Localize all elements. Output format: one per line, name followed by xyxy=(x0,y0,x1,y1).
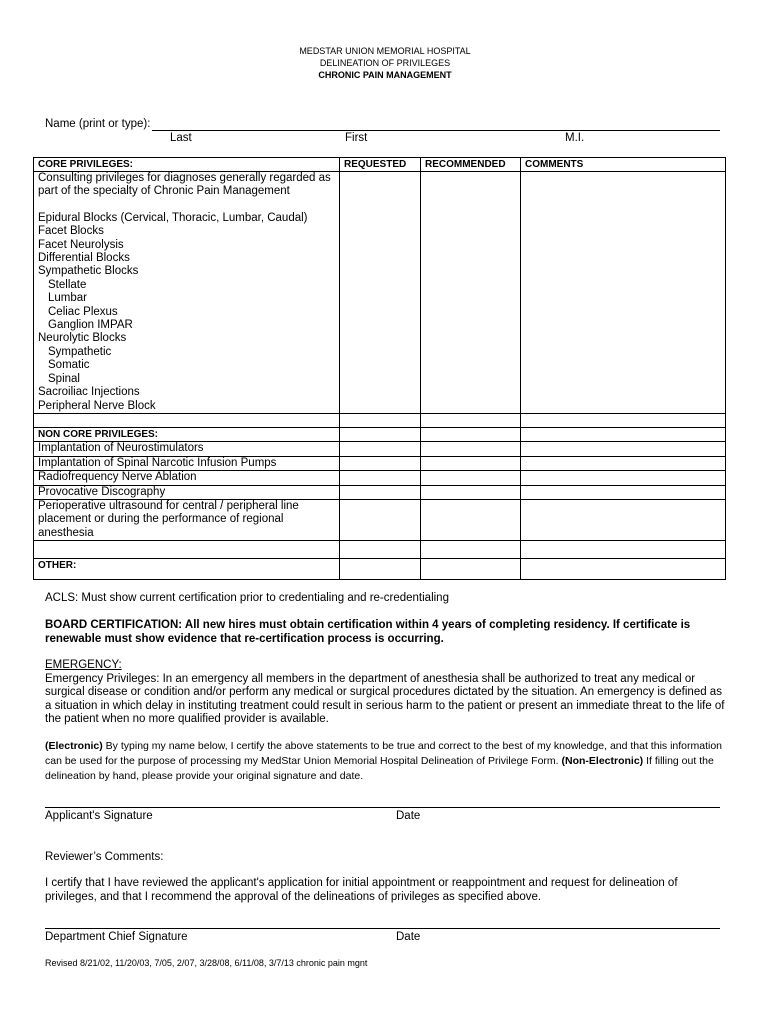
hospital-name: MEDSTAR UNION MEMORIAL HOSPITAL xyxy=(299,46,471,56)
core-item: Neurolytic Blocks xyxy=(38,332,127,345)
table-header-row xyxy=(34,158,726,172)
noncore-item: Implantation of Neurostimulators xyxy=(34,442,340,456)
chief-signature-label: Department Chief Signature xyxy=(45,931,188,943)
recommended-cell[interactable] xyxy=(421,485,521,499)
applicant-date-label: Date xyxy=(396,810,421,822)
core-item: Spinal xyxy=(48,372,80,385)
core-item: Facet Blocks xyxy=(38,225,104,238)
core-privileges-cell xyxy=(34,172,340,414)
acls-statement: ACLS: Must show current certification prior to credentialing and re-credentialing xyxy=(45,592,449,604)
core-item: Sacroiliac Injections xyxy=(38,386,140,399)
first-name-label: First xyxy=(345,132,368,144)
noncore-item: Implantation of Spinal Narcotic Infusion Pumps xyxy=(34,456,340,470)
certify-statement: I certify that I have reviewed the applicant's application for initial appointment or reappointment and request for delineation of privileges, and that I recommend the approval of the delineations of privileges as specified above. xyxy=(45,877,678,903)
privileges-table xyxy=(33,157,726,580)
electronic-text: By typing my name below, I certify the above statements to be true and correct to the best of my knowledge, and that this information can be used for the purpose of processing my MedStar Union Memorial Hospital Delineation of Privilege Form. xyxy=(45,740,723,767)
core-privileges-header: CORE PRIVILEGES: xyxy=(34,158,340,172)
attestation-text xyxy=(45,739,725,784)
noncore-row-1 xyxy=(34,456,726,470)
core-item: Peripheral Nerve Block xyxy=(38,399,156,412)
recommended-cell[interactable] xyxy=(421,456,521,470)
revision-note: Revised 8/21/02, 11/20/03, 7/05, 2/07, 3/28/08, 6/11/08, 3/7/13 chronic pain mgnt xyxy=(45,958,368,968)
comments-cell[interactable] xyxy=(521,471,726,485)
core-item: Ganglion IMPAR xyxy=(48,319,133,332)
core-item: Epidural Blocks (Cervical, Thoracic, Lumbar, Caudal) xyxy=(38,211,308,224)
core-recommended-cell[interactable] xyxy=(421,172,521,414)
emergency-section xyxy=(45,659,725,727)
spacer-row xyxy=(34,541,726,559)
noncore-title-row xyxy=(34,427,726,441)
core-comments-cell[interactable] xyxy=(521,172,726,414)
noncore-row-4 xyxy=(34,499,726,540)
form-subtitle: DELINEATION OF PRIVILEGES xyxy=(319,58,451,68)
core-items-list xyxy=(38,212,335,413)
middle-initial-label: M.I. xyxy=(565,132,585,144)
core-intro: Consulting privileges for diagnoses generally regarded as part of the specialty of Chronic Pain Management xyxy=(38,172,331,198)
recommended-cell[interactable] xyxy=(421,471,521,485)
last-name-label: Last xyxy=(170,132,192,144)
core-item: Sympathetic xyxy=(48,345,112,358)
recommended-cell[interactable] xyxy=(421,442,521,456)
core-item: Facet Neurolysis xyxy=(38,238,124,251)
chief-date-label: Date xyxy=(396,931,421,943)
noncore-item: Provocative Discography xyxy=(34,485,340,499)
requested-header: REQUESTED xyxy=(340,158,421,172)
core-item: Stellate xyxy=(48,278,87,291)
chief-signature-line[interactable] xyxy=(45,928,720,929)
core-item: Differential Blocks xyxy=(38,252,130,265)
core-item: Sympathetic Blocks xyxy=(38,265,139,278)
comments-cell[interactable] xyxy=(521,485,726,499)
noncore-item: Radiofrequency Nerve Ablation xyxy=(34,471,340,485)
core-requested-cell[interactable] xyxy=(340,172,421,414)
comments-cell[interactable] xyxy=(521,456,726,470)
core-item: Somatic xyxy=(48,359,90,372)
applicant-signature-label: Applicant's Signature xyxy=(45,810,153,822)
requested-cell[interactable] xyxy=(340,485,421,499)
requested-cell[interactable] xyxy=(340,456,421,470)
non-electronic-text: If filling out the delineation by hand, please provide your original signature and date. xyxy=(45,755,714,782)
spacer-row xyxy=(34,413,726,427)
comments-cell[interactable] xyxy=(521,442,726,456)
noncore-item: Perioperative ultrasound for central / peripheral line placement or during the performance of regional anesthesia xyxy=(34,499,340,540)
other-recommended-cell[interactable] xyxy=(421,559,521,580)
noncore-row-0 xyxy=(34,442,726,456)
other-row xyxy=(34,559,726,580)
requested-cell[interactable] xyxy=(340,499,421,540)
core-privileges-row xyxy=(34,172,726,414)
name-input-line[interactable] xyxy=(152,130,720,131)
comments-header: COMMENTS xyxy=(521,158,726,172)
noncore-row-3 xyxy=(34,485,726,499)
core-item: Celiac Plexus xyxy=(48,305,118,318)
comments-cell[interactable] xyxy=(521,499,726,540)
requested-cell[interactable] xyxy=(340,442,421,456)
board-certification xyxy=(45,619,725,646)
applicant-signature-line[interactable] xyxy=(45,807,720,808)
recommended-cell[interactable] xyxy=(421,499,521,540)
noncore-title: NON CORE PRIVILEGES: xyxy=(34,427,340,441)
recommended-header: RECOMMENDED xyxy=(421,158,521,172)
requested-cell[interactable] xyxy=(340,471,421,485)
electronic-label: (Electronic) xyxy=(45,740,103,752)
other-comments-cell[interactable] xyxy=(521,559,726,580)
noncore-row-2 xyxy=(34,471,726,485)
core-item: Lumbar xyxy=(48,292,87,305)
reviewer-comments-label: Reviewer’s Comments: xyxy=(45,851,164,863)
other-requested-cell[interactable] xyxy=(340,559,421,580)
name-label: Name (print or type): xyxy=(45,118,151,130)
emergency-text: Emergency Privileges: In an emergency all members in the department of anesthesia shall be authorized to treat any medical or surgical disease or condition and/or perform any medical or surgical procedures dictated by the situation. An emergency is defined as a situation in which delay in instituting treatment could result in serious harm to the patient or present an immediate threat to the life of the patient when no more qualified provider is available. xyxy=(45,672,725,726)
form-title: CHRONIC PAIN MANAGEMENT xyxy=(318,70,452,80)
other-label: OTHER: xyxy=(34,559,340,580)
board-certification-text: BOARD CERTIFICATION: All new hires must obtain certification within 4 years of completing residency. If certificate is renewable must show evidence that re-certification process is occurring. xyxy=(45,619,691,645)
non-electronic-label: (Non-Electronic) xyxy=(561,755,644,767)
emergency-title: EMERGENCY: xyxy=(45,659,122,671)
